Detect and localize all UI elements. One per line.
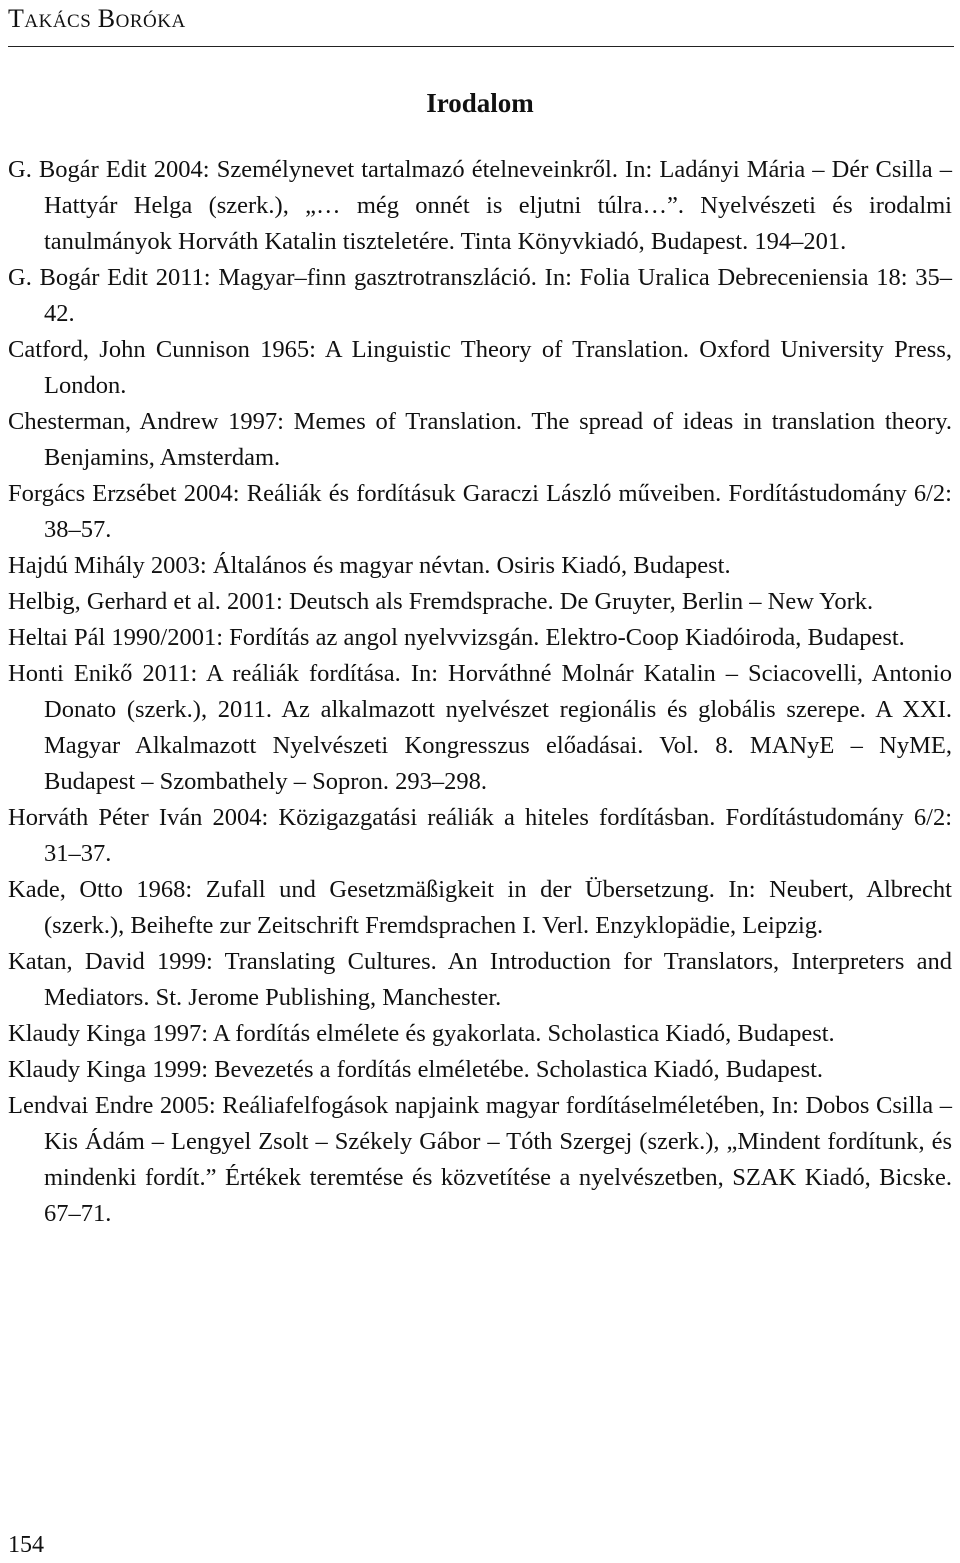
reference-entry: Forgács Erzsébet 2004: Reáliák és fordításuk Garaczi László műveiben. Fordítástudomány 6/2: 38–57. [8, 480, 952, 543]
reference-entry: Klaudy Kinga 1997: A fordítás elmélete és gyakorlata. Scholastica Kiadó, Budapest. [8, 1020, 835, 1047]
page-number: 154 [8, 1532, 44, 1558]
reference-entry: Helbig, Gerhard et al. 2001: Deutsch als Fremdsprache. De Gruyter, Berlin – New York. [8, 588, 874, 615]
reference-entry: Kade, Otto 1968: Zufall und Gesetzmäßigkeit in der Übersetzung. In: Neubert, Albrecht (szerk.), Beihefte zur Zeitschrift Fremdsprachen I. Verl. Enzyklopädie, Leipzig. [8, 876, 952, 939]
reference-entry: G. Bogár Edit 2004: Személynevet tartalmazó ételneveinkről. In: Ladányi Mária – Dér Csilla – Hattyár Helga (szerk.), „… még onnét is eljutni túlra…”. Nyelvészeti és irodalmi tanulmányok Horváth Katalin tiszteletére. Tinta Könyvkiadó, Budapest. 194–201. [8, 156, 952, 255]
reference-entry: Horváth Péter Iván 2004: Közigazgatási reáliák a hiteles fordításban. Fordítástudomány 6/2: 31–37. [8, 804, 952, 867]
reference-entry: Lendvai Endre 2005: Reáliafelfogások napjaink magyar fordításelméletében, In: Dobos Csilla – Kis Ádám – Lengyel Zsolt – Székely Gábor – Tóth Szergej (szerk.), „Mindent fordítunk, és mindenki fordít.” Értékek teremtése és közvetítése a nyelvészetben, SZAK Kiadó, Bicske. 67–71. [8, 1092, 952, 1227]
reference-entry: G. Bogár Edit 2011: Magyar–finn gasztrotranszláció. In: Folia Uralica Debreceniensia 18: 35–42. [8, 264, 952, 327]
header-rule [8, 46, 954, 47]
author-last-rest: ORÓKA [115, 11, 186, 32]
reference-entry: Klaudy Kinga 1999: Bevezetés a fordítás elméletébe. Scholastica Kiadó, Budapest. [8, 1056, 824, 1083]
running-head-author [8, 4, 186, 34]
reference-entry: Chesterman, Andrew 1997: Memes of Translation. The spread of ideas in translation theory. Benjamins, Amsterdam. [8, 408, 952, 471]
reference-entry: Heltai Pál 1990/2001: Fordítás az angol nyelvvizsgán. Elektro-Coop Kiadóiroda, Budapest. [8, 624, 905, 651]
reference-entry: Honti Enikő 2011: A reáliák fordítása. In: Horváthné Molnár Katalin – Sciacovelli, Antonio Donato (szerk.), 2011. Az alkalmazott nyelvészet regionális és globális szerepe. A XXI. Magyar Alkalmazott Nyelvészeti Kongresszus előadásai. Vol. 8. MANyE – NyME, Budapest – Szombathely – Sopron. 293–298. [8, 660, 952, 795]
author-last-initial: B [97, 4, 116, 33]
author-first-rest: AKÁCS [24, 11, 92, 32]
reference-entry: Hajdú Mihály 2003: Általános és magyar névtan. Osiris Kiadó, Budapest. [8, 552, 731, 579]
section-title: Irodalom [426, 88, 534, 118]
reference-entry: Catford, John Cunnison 1965: A Linguistic Theory of Translation. Oxford University Press, London. [8, 336, 952, 399]
author-first-initial: T [8, 4, 25, 33]
reference-list [8, 152, 952, 1232]
reference-entry: Katan, David 1999: Translating Cultures. An Introduction for Translators, Interpreters and Mediators. St. Jerome Publishing, Manchester. [8, 948, 952, 1011]
